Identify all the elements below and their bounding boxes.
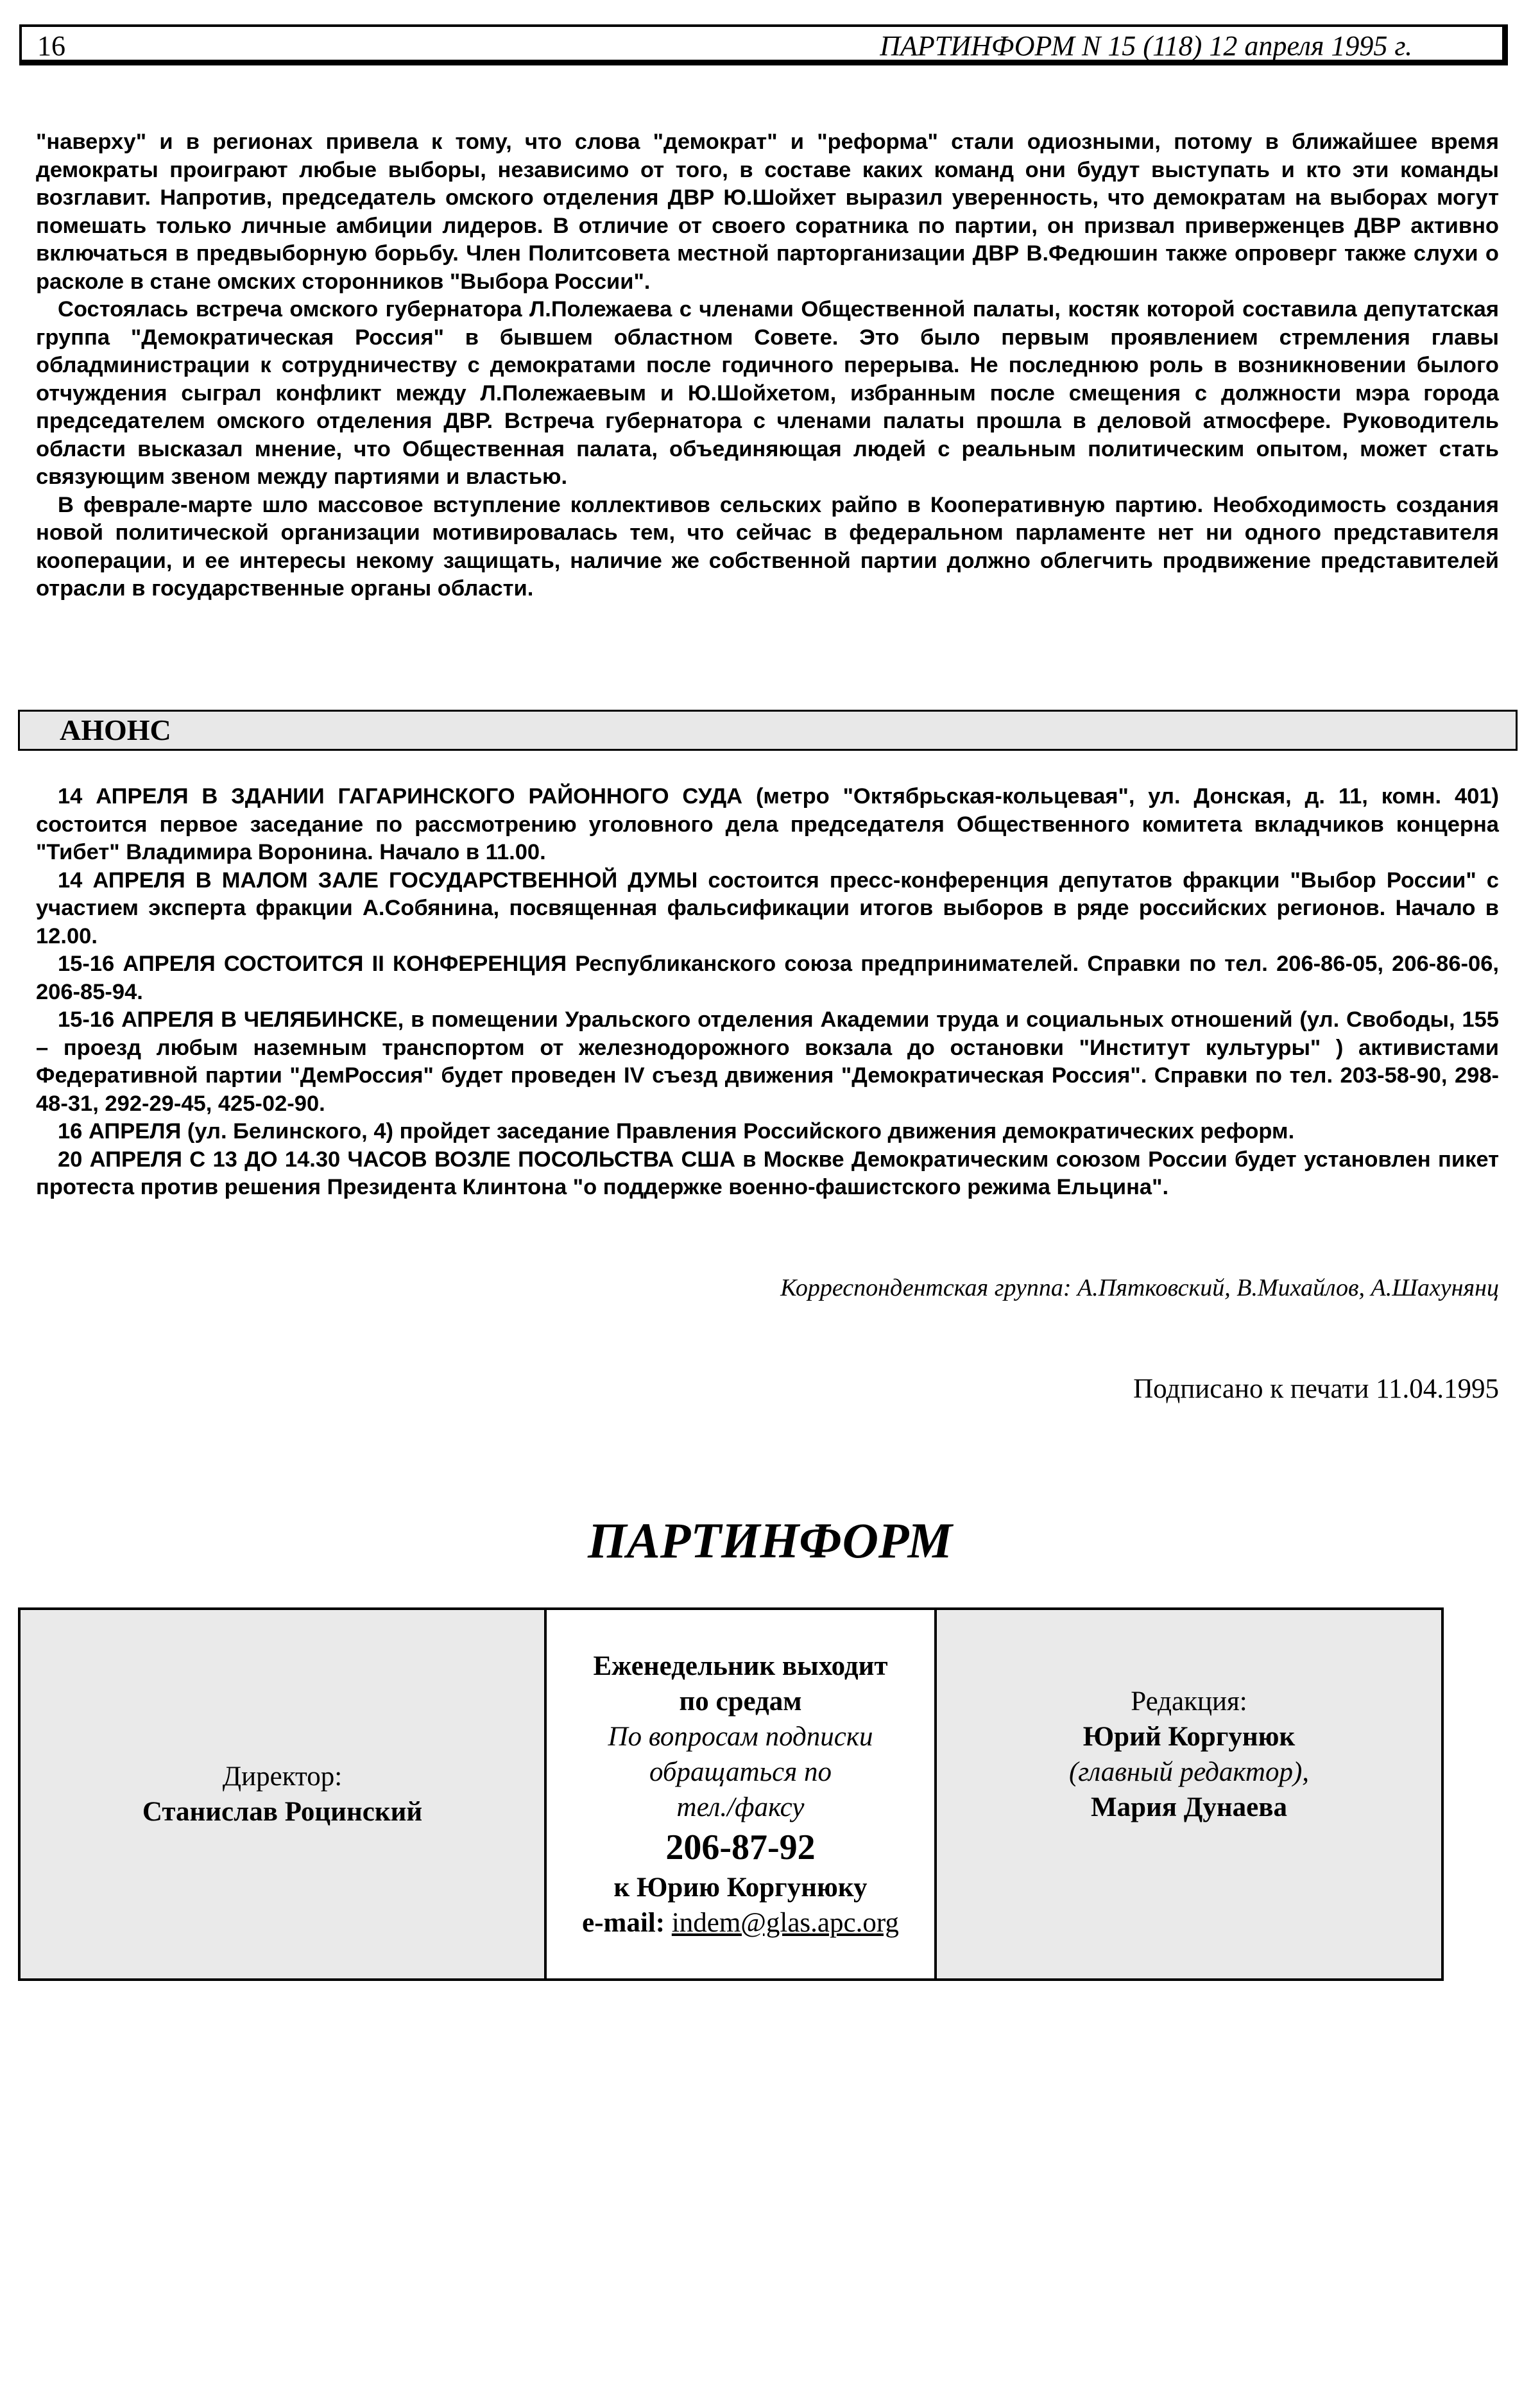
director-label: Директор: — [222, 1761, 343, 1792]
signed-to-print: Подписано к печати 11.04.1995 — [1133, 1374, 1499, 1404]
director-name: Станислав Роцинский — [142, 1797, 423, 1827]
article-paragraph: В феврале-марте шло массовое вступление коллективов сельских райпо в Кооперативную партию. Необходимость создания новой политической организации мотивировалась тем, что сейчас в федеральном парламенте нет ни одного представителя кооперации, и ее интересы некому защищать, наличие же собственной партии должно облегчить продвижение представителей отрасли в государственные органы области. — [36, 492, 1499, 601]
subscription-line-1: По вопросам подписки — [608, 1721, 873, 1752]
subscription-line-3: тел./факсу — [676, 1792, 805, 1822]
anons-title: АНОНС — [60, 714, 171, 746]
anons-item: 15-16 АПРЕЛЯ СОСТОИТСЯ II КОНФЕРЕНЦИЯ Республиканского союза предпринимателей. Справки по тел. 206-86-05, 206-86-06, 206-85-94. — [36, 952, 1499, 1004]
article-body — [36, 128, 1499, 603]
masthead-title: ПАРТИНФОРМ — [588, 1512, 952, 1568]
subscription-line-2: обращаться по — [649, 1756, 832, 1787]
anons-section-header — [18, 710, 1518, 751]
editor-role: (главный редактор), — [1068, 1757, 1310, 1787]
phone-number: 206-87-92 — [665, 1827, 816, 1867]
editorial-cell — [937, 1610, 1441, 1978]
anons-list — [36, 783, 1499, 1202]
director-cell — [21, 1610, 547, 1978]
anons-item: 15-16 АПРЕЛЯ В ЧЕЛЯБИНСКЕ, в помещении Уральского отделения Академии труда и социальных отношений (ул. Свободы, 155 – проезд любым наземным транспортом от железнодорожного вокзала до остановки "Институт культуры" ) активистами Федеративной партии "ДемРоссия" будет проведен IV съезд движения "Демократическая Россия". Справки по тел. 203-58-90, 298-48-31, 292-29-45, 425-02-90. — [36, 1007, 1499, 1116]
anons-item: 20 АПРЕЛЯ С 13 ДО 14.30 ЧАСОВ ВОЗЛЕ ПОСОЛЬСТВА США в Москве Демократическим союзом России будет установлен пикет протеста против решения Президента Клинтона "о поддержке военно-фашистского режима Ельцина". — [36, 1147, 1499, 1199]
editorial-label: Редакция: — [1131, 1686, 1247, 1717]
email-link[interactable]: indem@glas.apc.org — [671, 1907, 899, 1938]
email-label: e-mail: — [582, 1907, 665, 1938]
anons-item: 16 АПРЕЛЯ (ул. Белинского, 4) пройдет заседание Правления Российского движения демократических реформ. — [58, 1119, 1295, 1144]
weekly-line-1: Еженедельник выходит — [593, 1650, 888, 1681]
weekly-line-2: по средам — [679, 1686, 802, 1717]
email-line — [582, 1905, 899, 1941]
article-paragraph: Состоялась встреча омского губернатора Л.Полежаева с членами Общественной палаты, костяк которой составила депутатская группа "Демократическая Россия" в бывшем областном Совете. Это было первым проявлением стремления главы обладминистрации к сотрудничеству с демократами после годичного перерыва. Не последнюю роль в возникновении былого отчуждения сыграл конфликт между Л.Полежаевым и Ю.Шойхетом, избранным после смещения с должности мэра города председателем омского отделения ДВР. Встреча губернатора с членами палаты прошла в деловой атмосфере. Руководитель области высказал мнение, что Общественная палата, объединяющая людей с реальным политическим опытом, может стать связующим звеном между партиями и властью. — [36, 297, 1499, 489]
page-header — [19, 24, 1508, 65]
masthead-info-box — [18, 1607, 1444, 1981]
contact-person: к Юрию Коргунюку — [613, 1872, 868, 1903]
correspondents-credit: Корреспондентская группа: А.Пятковский, В.Михайлов, А.Шахунянц — [780, 1274, 1499, 1301]
editor2-name: Мария Дунаева — [1091, 1792, 1287, 1822]
anons-item: 14 АПРЕЛЯ В МАЛОМ ЗАЛЕ ГОСУДАРСТВЕННОЙ ДУМЫ состоится пресс-конференция депутатов фракции "Выбор России" с участием эксперта фракции А.Собянина, посвященная фальсификации итогов выборов в ряде российских регионов. Начало в 12.00. — [36, 868, 1499, 948]
subscription-cell — [547, 1610, 937, 1978]
anons-item: 14 АПРЕЛЯ В ЗДАНИИ ГАГАРИНСКОГО РАЙОННОГО СУДА (метро "Октябрьская-кольцевая", ул. Донская, д. 11, комн. 401) состоится первое заседание по рассмотрению уголовного дела председателя Общественного комитета вкладчиков концерна "Тибет" Владимира Воронина. Начало в 11.00. — [36, 784, 1499, 864]
editor-name: Юрий Коргунюк — [1082, 1722, 1296, 1752]
article-paragraph: "наверху" и в регионах привела к тому, что слова "демократ" и "реформа" стали одиозными, потому в ближайшее время демократы проиграют любые выборы, независимо от того, в составе каких команд они будут выступать и кто эти команды возглавит. Напротив, председатель омского отделения ДВР Ю.Шойхет выразил уверенность, что демократам на выборах могут помешать только личные амбиции лидеров. В отличие от своего соратника по партии, он призвал приверженцев ДВР активно включаться в предвыборную борьбу. Член Политсовета местной парторганизации ДВР В.Федюшин также опроверг также слухи о расколе в стане омских сторонников "Выбора России". — [36, 130, 1499, 294]
page-number: 16 — [37, 30, 65, 62]
issue-title: ПАРТИНФОРМ N 15 (118) 12 апреля 1995 г. — [880, 30, 1412, 62]
